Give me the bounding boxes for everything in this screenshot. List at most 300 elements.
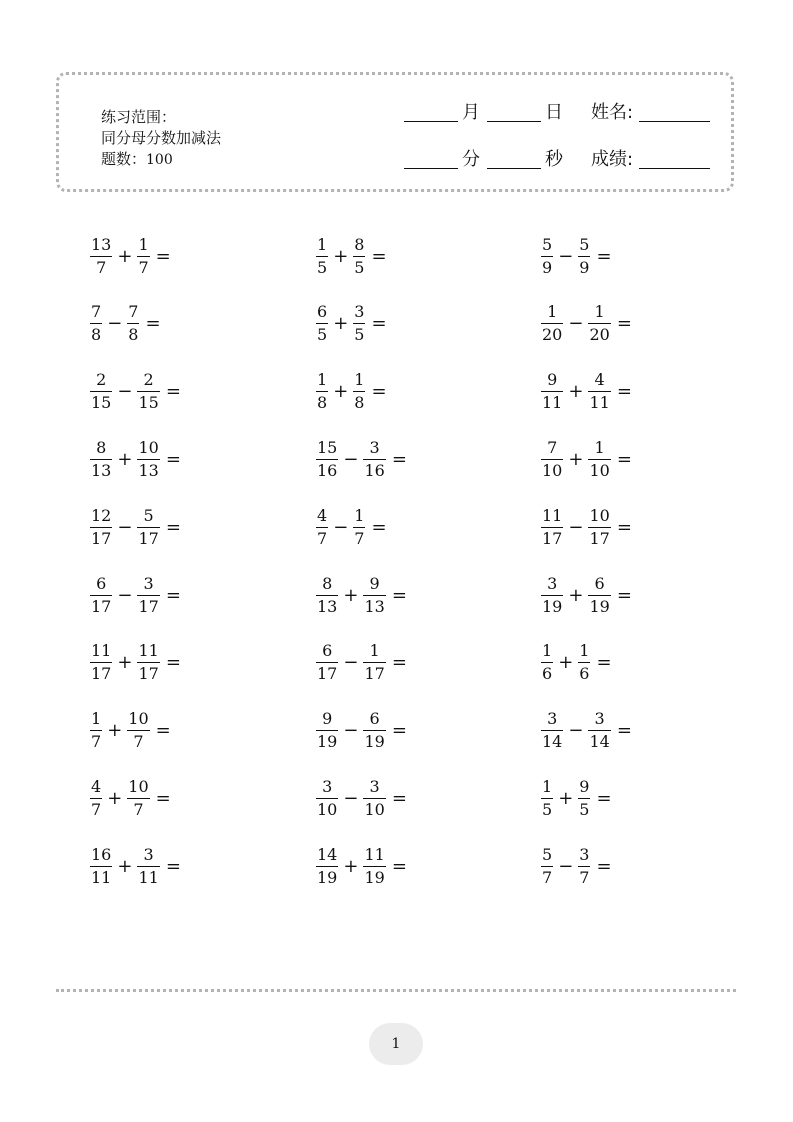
- fraction: [89, 371, 113, 412]
- equals-sign: =: [371, 245, 387, 267]
- problem-16: [89, 570, 181, 620]
- fraction: [89, 642, 113, 683]
- denominator: 11: [138, 867, 159, 887]
- problem-10: [89, 434, 181, 484]
- fraction-bar: [541, 323, 563, 324]
- operator: −: [568, 516, 584, 538]
- equals-sign: =: [596, 245, 612, 267]
- fraction: [136, 439, 160, 480]
- minute-label: 分: [462, 149, 480, 170]
- denominator: 7: [579, 867, 590, 887]
- problem-6: [540, 299, 632, 349]
- name-label: 姓名:: [591, 102, 634, 123]
- fraction-bar: [353, 256, 365, 257]
- fraction-bar: [137, 866, 159, 867]
- problem-28: [89, 841, 181, 891]
- operator: +: [107, 787, 123, 809]
- numerator: 6: [96, 573, 107, 593]
- denominator: 14: [542, 732, 563, 752]
- numerator: 5: [143, 505, 154, 525]
- fraction: [89, 575, 113, 616]
- numerator: 4: [594, 370, 605, 390]
- numerator: 5: [579, 234, 590, 254]
- operator: −: [558, 855, 574, 877]
- fraction: [540, 710, 564, 751]
- denominator: 19: [589, 596, 610, 616]
- month-label: 月: [462, 102, 480, 123]
- fraction: [362, 642, 386, 683]
- fraction: [89, 778, 103, 819]
- problem-19: [89, 638, 181, 688]
- problem-12: [540, 434, 632, 484]
- fraction: [89, 846, 113, 887]
- numerator: 2: [143, 370, 154, 390]
- equals-sign: =: [391, 720, 407, 742]
- fraction-bar: [316, 391, 328, 392]
- fraction: [126, 710, 150, 751]
- numerator: 1: [542, 776, 553, 796]
- fraction-bar: [363, 595, 385, 596]
- problem-18: [540, 570, 632, 620]
- numerator: 3: [369, 437, 380, 457]
- count-line: [101, 149, 221, 171]
- fraction: [315, 236, 329, 277]
- fraction-bar: [541, 459, 563, 460]
- numerator: 2: [96, 370, 107, 390]
- fraction-bar: [588, 323, 610, 324]
- denominator: 13: [91, 460, 112, 480]
- operator: −: [568, 720, 584, 742]
- equals-sign: =: [371, 313, 387, 335]
- denominator: 7: [542, 867, 553, 887]
- fraction-bar: [137, 256, 149, 257]
- numerator: 7: [91, 302, 102, 322]
- operator: +: [558, 787, 574, 809]
- name-blank[interactable]: [639, 121, 710, 122]
- operator: +: [558, 652, 574, 674]
- fraction: [587, 439, 611, 480]
- fraction: [540, 236, 554, 277]
- problem-27: [540, 773, 612, 823]
- fraction: [587, 710, 611, 751]
- equals-sign: =: [165, 381, 181, 403]
- fraction: [89, 236, 113, 277]
- problem-13: [89, 502, 181, 552]
- fraction: [587, 507, 611, 548]
- fraction: [315, 710, 339, 751]
- fraction-bar: [578, 866, 590, 867]
- denominator: 17: [364, 664, 385, 684]
- fraction-bar: [137, 527, 159, 528]
- fraction-bar: [316, 256, 328, 257]
- numerator: 1: [542, 641, 553, 661]
- numerator: 1: [91, 709, 102, 729]
- fraction-bar: [316, 459, 338, 460]
- fraction-bar: [588, 527, 610, 528]
- fraction-bar: [588, 459, 610, 460]
- equals-sign: =: [596, 787, 612, 809]
- numerator: 1: [354, 505, 365, 525]
- fraction-bar: [316, 798, 338, 799]
- numerator: 10: [128, 709, 149, 729]
- fraction-bar: [137, 595, 159, 596]
- fraction-bar: [90, 256, 112, 257]
- problem-22: [89, 706, 171, 756]
- fraction: [540, 507, 564, 548]
- fraction-bar: [541, 730, 563, 731]
- numerator: 7: [128, 302, 139, 322]
- day-label: 日: [545, 102, 563, 123]
- operator: −: [568, 313, 584, 335]
- fraction-bar: [90, 798, 102, 799]
- fraction: [577, 236, 591, 277]
- fraction: [362, 778, 386, 819]
- numerator: 1: [579, 641, 590, 661]
- denominator: 5: [542, 799, 553, 819]
- fraction-bar: [316, 866, 338, 867]
- fraction: [352, 236, 366, 277]
- fraction-bar: [363, 662, 385, 663]
- denominator: 9: [579, 257, 590, 277]
- equals-sign: =: [371, 516, 387, 538]
- fraction: [136, 575, 160, 616]
- fraction: [540, 778, 554, 819]
- equals-sign: =: [155, 245, 171, 267]
- denominator: 7: [317, 528, 328, 548]
- denominator: 16: [317, 460, 338, 480]
- problem-1: [89, 231, 171, 281]
- fraction: [126, 778, 150, 819]
- denominator: 10: [542, 460, 563, 480]
- denominator: 9: [542, 257, 553, 277]
- equals-sign: =: [616, 448, 632, 470]
- page-number: 1: [369, 1023, 423, 1065]
- numerator: 9: [547, 370, 558, 390]
- numerator: 12: [91, 505, 112, 525]
- denominator: 13: [364, 596, 385, 616]
- numerator: 1: [369, 641, 380, 661]
- numerator: 3: [369, 776, 380, 796]
- fraction-bar: [137, 662, 159, 663]
- fraction-bar: [541, 866, 553, 867]
- fraction-bar: [541, 595, 563, 596]
- problem-29: [315, 841, 407, 891]
- day-blank[interactable]: [487, 121, 541, 122]
- denominator: 17: [317, 664, 338, 684]
- fraction: [136, 507, 160, 548]
- denominator: 17: [138, 596, 159, 616]
- count-label: 题数：: [101, 150, 147, 168]
- second-label: 秒: [545, 149, 563, 170]
- numerator: 3: [143, 573, 154, 593]
- fraction: [540, 642, 554, 683]
- denominator: 19: [542, 596, 563, 616]
- problem-21: [540, 638, 612, 688]
- denominator: 15: [138, 393, 159, 413]
- worksheet-info: [101, 107, 221, 171]
- equals-sign: =: [165, 652, 181, 674]
- equals-sign: =: [596, 652, 612, 674]
- problem-24: [540, 706, 632, 756]
- fraction-bar: [127, 730, 149, 731]
- problem-5: [315, 299, 387, 349]
- equals-sign: =: [155, 787, 171, 809]
- worksheet-header: [56, 72, 734, 192]
- fraction: [315, 303, 329, 344]
- fraction-bar: [90, 662, 112, 663]
- numerator: 14: [317, 844, 338, 864]
- fraction: [315, 439, 339, 480]
- numerator: 1: [317, 234, 328, 254]
- equals-sign: =: [616, 381, 632, 403]
- denominator: 16: [364, 460, 385, 480]
- fraction: [587, 371, 611, 412]
- problem-30: [540, 841, 612, 891]
- denominator: 17: [91, 528, 112, 548]
- denominator: 8: [91, 325, 102, 345]
- fraction: [315, 778, 339, 819]
- numerator: 5: [542, 844, 553, 864]
- numerator: 8: [96, 437, 107, 457]
- equals-sign: =: [391, 652, 407, 674]
- numerator: 9: [322, 709, 333, 729]
- numerator: 9: [369, 573, 380, 593]
- fraction-bar: [127, 798, 149, 799]
- problem-15: [540, 502, 632, 552]
- denominator: 19: [317, 732, 338, 752]
- fraction: [352, 507, 366, 548]
- fraction-bar: [90, 730, 102, 731]
- count-value: 100: [146, 152, 173, 168]
- operator: +: [117, 652, 133, 674]
- numerator: 10: [128, 776, 149, 796]
- fraction-bar: [541, 256, 553, 257]
- fraction: [315, 642, 339, 683]
- fraction-bar: [363, 730, 385, 731]
- fraction: [362, 710, 386, 751]
- denominator: 17: [542, 528, 563, 548]
- operator: +: [333, 313, 349, 335]
- fraction: [352, 371, 366, 412]
- fraction-bar: [588, 730, 610, 731]
- topic-label: 同分母分数加减法: [101, 129, 222, 147]
- numerator: 7: [547, 437, 558, 457]
- fraction-bar: [363, 459, 385, 460]
- denominator: 7: [133, 799, 144, 819]
- numerator: 3: [354, 302, 365, 322]
- denominator: 14: [589, 732, 610, 752]
- denominator: 7: [91, 732, 102, 752]
- numerator: 3: [594, 709, 605, 729]
- numerator: 11: [542, 505, 563, 525]
- operator: −: [117, 584, 133, 606]
- fraction: [136, 642, 160, 683]
- numerator: 10: [138, 437, 159, 457]
- operator: −: [117, 516, 133, 538]
- operator: +: [333, 245, 349, 267]
- denominator: 7: [138, 257, 149, 277]
- denominator: 15: [91, 393, 112, 413]
- fraction: [540, 371, 564, 412]
- fraction-bar: [316, 662, 338, 663]
- second-blank[interactable]: [487, 168, 541, 169]
- numerator: 11: [364, 844, 385, 864]
- fraction: [136, 236, 150, 277]
- fraction-bar: [578, 256, 590, 257]
- fraction-bar: [90, 391, 112, 392]
- denominator: 11: [91, 867, 112, 887]
- fraction: [577, 642, 591, 683]
- operator: +: [568, 448, 584, 470]
- problem-23: [315, 706, 407, 756]
- problem-9: [540, 367, 632, 417]
- numerator: 1: [594, 302, 605, 322]
- operator: +: [568, 584, 584, 606]
- denominator: 20: [589, 325, 610, 345]
- operator: +: [117, 245, 133, 267]
- problem-14: [315, 502, 387, 552]
- numerator: 1: [138, 234, 149, 254]
- operator: −: [343, 787, 359, 809]
- denominator: 8: [354, 393, 365, 413]
- fraction: [136, 846, 160, 887]
- problem-7: [89, 367, 181, 417]
- problem-20: [315, 638, 407, 688]
- numerator: 1: [594, 437, 605, 457]
- fraction: [587, 303, 611, 344]
- denominator: 8: [317, 393, 328, 413]
- denominator: 19: [364, 732, 385, 752]
- fraction-bar: [316, 730, 338, 731]
- equals-sign: =: [616, 516, 632, 538]
- numerator: 3: [579, 844, 590, 864]
- equals-sign: =: [165, 855, 181, 877]
- fraction-bar: [316, 527, 328, 528]
- denominator: 19: [317, 867, 338, 887]
- denominator: 5: [579, 799, 590, 819]
- numerator: 6: [594, 573, 605, 593]
- equals-sign: =: [165, 448, 181, 470]
- equals-sign: =: [165, 584, 181, 606]
- operator: −: [343, 720, 359, 742]
- fraction: [540, 439, 564, 480]
- equals-sign: =: [616, 584, 632, 606]
- fraction-bar: [541, 662, 553, 663]
- denominator: 6: [542, 664, 553, 684]
- denominator: 5: [317, 257, 328, 277]
- fraction-bar: [578, 798, 590, 799]
- range-label: 练习范围：: [101, 108, 177, 126]
- denominator: 5: [354, 325, 365, 345]
- month-blank[interactable]: [404, 121, 458, 122]
- fraction-bar: [541, 391, 563, 392]
- numerator: 10: [589, 505, 610, 525]
- operator: +: [117, 855, 133, 877]
- minute-blank[interactable]: [404, 168, 458, 169]
- denominator: 6: [579, 664, 590, 684]
- denominator: 17: [589, 528, 610, 548]
- denominator: 13: [317, 596, 338, 616]
- fraction-bar: [578, 662, 590, 663]
- operator: +: [107, 720, 123, 742]
- numerator: 11: [91, 641, 112, 661]
- numerator: 15: [317, 437, 338, 457]
- equals-sign: =: [391, 787, 407, 809]
- fraction-bar: [541, 527, 563, 528]
- problem-3: [540, 231, 612, 281]
- denominator: 11: [542, 393, 563, 413]
- numerator: 3: [143, 844, 154, 864]
- fraction: [362, 439, 386, 480]
- fraction-bar: [137, 459, 159, 460]
- fraction: [362, 846, 386, 887]
- equals-sign: =: [165, 516, 181, 538]
- fraction: [577, 778, 591, 819]
- numerator: 5: [542, 234, 553, 254]
- fraction: [540, 846, 554, 887]
- operator: +: [117, 448, 133, 470]
- numerator: 8: [322, 573, 333, 593]
- equals-sign: =: [616, 720, 632, 742]
- fraction-bar: [588, 595, 610, 596]
- fraction: [352, 303, 366, 344]
- denominator: 7: [91, 799, 102, 819]
- operator: +: [343, 584, 359, 606]
- problem-17: [315, 570, 407, 620]
- fraction-bar: [353, 527, 365, 528]
- numerator: 4: [317, 505, 328, 525]
- numerator: 4: [91, 776, 102, 796]
- fraction-bar: [588, 391, 610, 392]
- fraction-bar: [316, 323, 328, 324]
- denominator: 13: [138, 460, 159, 480]
- fraction: [577, 846, 591, 887]
- denominator: 17: [138, 664, 159, 684]
- fraction: [89, 439, 113, 480]
- footer-divider: [56, 989, 736, 992]
- fraction-bar: [90, 866, 112, 867]
- fraction-bar: [353, 323, 365, 324]
- fraction-bar: [363, 798, 385, 799]
- fraction-bar: [90, 323, 102, 324]
- fraction: [540, 303, 564, 344]
- fraction-bar: [541, 798, 553, 799]
- numerator: 1: [317, 370, 328, 390]
- problem-26: [315, 773, 407, 823]
- operator: +: [333, 381, 349, 403]
- denominator: 7: [354, 528, 365, 548]
- problem-11: [315, 434, 407, 484]
- numerator: 1: [547, 302, 558, 322]
- score-blank[interactable]: [639, 168, 710, 169]
- numerator: 6: [369, 709, 380, 729]
- fraction-bar: [316, 595, 338, 596]
- fraction: [126, 303, 140, 344]
- equals-sign: =: [391, 584, 407, 606]
- fraction: [89, 303, 103, 344]
- fraction: [136, 371, 160, 412]
- operator: −: [343, 448, 359, 470]
- fraction: [89, 507, 113, 548]
- equals-sign: =: [596, 855, 612, 877]
- numerator: 9: [579, 776, 590, 796]
- equals-sign: =: [391, 855, 407, 877]
- denominator: 8: [128, 325, 139, 345]
- numerator: 8: [354, 234, 365, 254]
- operator: −: [558, 245, 574, 267]
- denominator: 17: [138, 528, 159, 548]
- denominator: 10: [317, 799, 338, 819]
